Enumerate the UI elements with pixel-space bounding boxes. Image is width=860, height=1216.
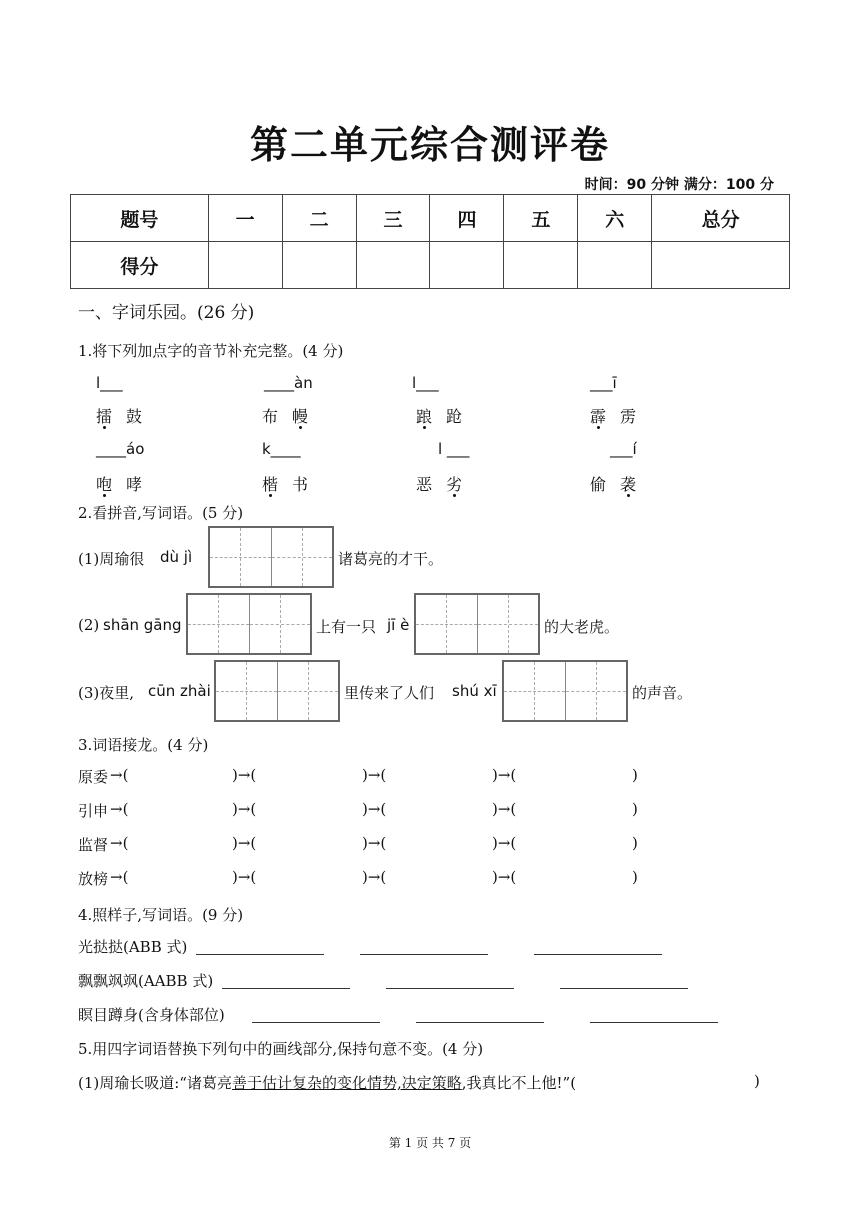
q3-chain[interactable]: )→( <box>232 868 257 886</box>
emphasis-dot <box>299 426 302 429</box>
page-title: 第二单元综合测评卷 <box>249 123 610 167</box>
q3-chain[interactable]: )→( <box>492 868 517 886</box>
q4-item: 瞑目蹲身(含身体部位) <box>78 1006 225 1024</box>
score-cell[interactable] <box>282 242 356 289</box>
score-table <box>70 194 790 289</box>
writing-grid[interactable] <box>208 526 334 588</box>
q3-chain: ) <box>632 834 638 852</box>
q3-chain[interactable]: )→( <box>232 766 257 784</box>
q2-s2-pinyin: shān gāng <box>103 616 182 634</box>
q3-chain[interactable]: )→( <box>362 868 387 886</box>
q2-s2-text: 的大老虎。 <box>544 618 620 636</box>
q1-word: 踉跄 <box>416 407 477 426</box>
q3-chain[interactable]: )→( <box>232 834 257 852</box>
q3-chain[interactable]: )→( <box>232 800 257 818</box>
q1-word: 霹雳 <box>590 407 651 426</box>
q1-word: 偷袭 <box>590 475 651 494</box>
q1-pinyin: ____àn <box>264 374 313 392</box>
q3-chain[interactable]: )→( <box>492 834 517 852</box>
q2-s3-text: 的声音。 <box>632 684 693 702</box>
q2-s3-pinyin: cūn zhài <box>148 682 211 700</box>
q3-start-word: 放榜 <box>78 870 109 888</box>
writing-grid[interactable] <box>502 660 628 722</box>
q3-chain[interactable]: →( <box>110 834 129 852</box>
emphasis-dot <box>103 426 106 429</box>
q2-s1-text: (1)周瑜很 <box>78 550 145 568</box>
q1-word: 擂鼓 <box>96 407 157 426</box>
q4-label: 4.照样子,写词语。(9 分) <box>78 906 244 924</box>
answer-line[interactable] <box>196 954 324 955</box>
q3-chain[interactable]: →( <box>110 868 129 886</box>
emphasis-dot <box>103 494 106 497</box>
header-cell: 总分 <box>652 195 790 242</box>
q1-pinyin: ___í <box>610 440 637 458</box>
answer-line[interactable] <box>222 988 350 989</box>
writing-grid[interactable] <box>214 660 340 722</box>
score-cell[interactable] <box>578 242 652 289</box>
score-cell[interactable] <box>504 242 578 289</box>
q3-chain[interactable]: )→( <box>362 834 387 852</box>
score-table-header-row <box>71 195 790 242</box>
emphasis-dot <box>627 494 630 497</box>
answer-line[interactable] <box>590 1022 718 1023</box>
q2-s2-text: 上有一只 <box>316 618 377 636</box>
header-cell: 五 <box>504 195 578 242</box>
q2-label: 2.看拼音,写词语。(5 分) <box>78 504 244 522</box>
q5-sentence <box>78 1072 576 1093</box>
q1-word: 楷书 <box>262 475 323 494</box>
q4-item: 飘飘飒飒(AABB 式) <box>78 972 214 990</box>
answer-line[interactable] <box>386 988 514 989</box>
q3-start-word: 原委 <box>78 768 109 786</box>
q3-chain[interactable]: )→( <box>362 800 387 818</box>
score-cell[interactable] <box>652 242 790 289</box>
section-1-heading: 一、字词乐园。(26 分) <box>78 303 255 323</box>
q3-label: 3.词语接龙。(4 分) <box>78 736 209 754</box>
q1-word: 布幔 <box>262 407 323 426</box>
q3-chain: ) <box>632 800 638 818</box>
emphasis-dot <box>597 426 600 429</box>
q2-s1-pinyin: dù jì <box>160 548 193 566</box>
answer-line[interactable] <box>416 1022 544 1023</box>
q1-pinyin: l ___ <box>438 440 470 458</box>
q3-chain[interactable]: )→( <box>492 800 517 818</box>
q1-pinyin: ____áo <box>96 440 145 458</box>
answer-line[interactable] <box>534 954 662 955</box>
q1-pinyin: ___ī <box>590 374 617 392</box>
q4-item: 光挞挞(ABB 式) <box>78 938 188 956</box>
header-cell: 六 <box>578 195 652 242</box>
q1-word: 恶劣 <box>416 475 477 494</box>
header-cell: 题号 <box>71 195 209 242</box>
score-cell[interactable] <box>356 242 430 289</box>
q3-chain[interactable]: )→( <box>492 766 517 784</box>
q1-pinyin: l___ <box>412 374 439 392</box>
q5-close-paren: ) <box>754 1072 760 1090</box>
q2-s1-text: 诸葛亮的才干。 <box>338 550 444 568</box>
answer-line[interactable] <box>252 1022 380 1023</box>
answer-line[interactable] <box>560 988 688 989</box>
q5-text: ,我真比不上他!”( <box>461 1074 577 1092</box>
answer-line[interactable] <box>360 954 488 955</box>
emphasis-dot <box>423 426 426 429</box>
q3-chain: ) <box>632 868 638 886</box>
q3-chain[interactable]: →( <box>110 766 129 784</box>
q3-chain[interactable]: )→( <box>362 766 387 784</box>
q5-label: 5.用四字词语替换下列句中的画线部分,保持句意不变。(4 分) <box>78 1040 484 1058</box>
q3-chain: ) <box>632 766 638 784</box>
emphasis-dot <box>453 494 456 497</box>
q3-start-word: 引申 <box>78 802 109 820</box>
q2-s3-pinyin: shú xī <box>452 682 497 700</box>
time-info: 时间：90 分钟 满分：100 分 <box>584 177 774 193</box>
header-cell: 四 <box>430 195 504 242</box>
q1-label: 1.将下列加点字的音节补充完整。(4 分) <box>78 342 344 360</box>
q1-pinyin: k____ <box>262 440 301 458</box>
q5-underlined-phrase: 善于估计复杂的变化情势,决定策略 <box>231 1074 462 1092</box>
q1-pinyin: l___ <box>96 374 123 392</box>
emphasis-dot <box>269 494 272 497</box>
q3-start-word: 监督 <box>78 836 109 854</box>
q3-chain[interactable]: →( <box>110 800 129 818</box>
score-cell[interactable] <box>208 242 282 289</box>
q2-s3-text: (3)夜里, <box>78 684 135 702</box>
score-cell[interactable] <box>430 242 504 289</box>
score-table-score-row <box>71 242 790 289</box>
writing-grid[interactable] <box>186 593 312 655</box>
header-cell: 一 <box>208 195 282 242</box>
q2-s2-text: (2) <box>78 616 100 634</box>
q2-s2-pinyin: jī è <box>387 616 410 634</box>
q5-text: (1)周瑜长吸道:“诸葛亮 <box>78 1074 232 1092</box>
header-cell: 二 <box>282 195 356 242</box>
q1-word: 咆哮 <box>96 475 157 494</box>
q2-s3-text: 里传来了人们 <box>344 684 435 702</box>
writing-grid[interactable] <box>414 593 540 655</box>
header-cell: 三 <box>356 195 430 242</box>
page-footer: 第 1 页 共 7 页 <box>388 1136 472 1150</box>
row-label: 得分 <box>71 242 209 289</box>
